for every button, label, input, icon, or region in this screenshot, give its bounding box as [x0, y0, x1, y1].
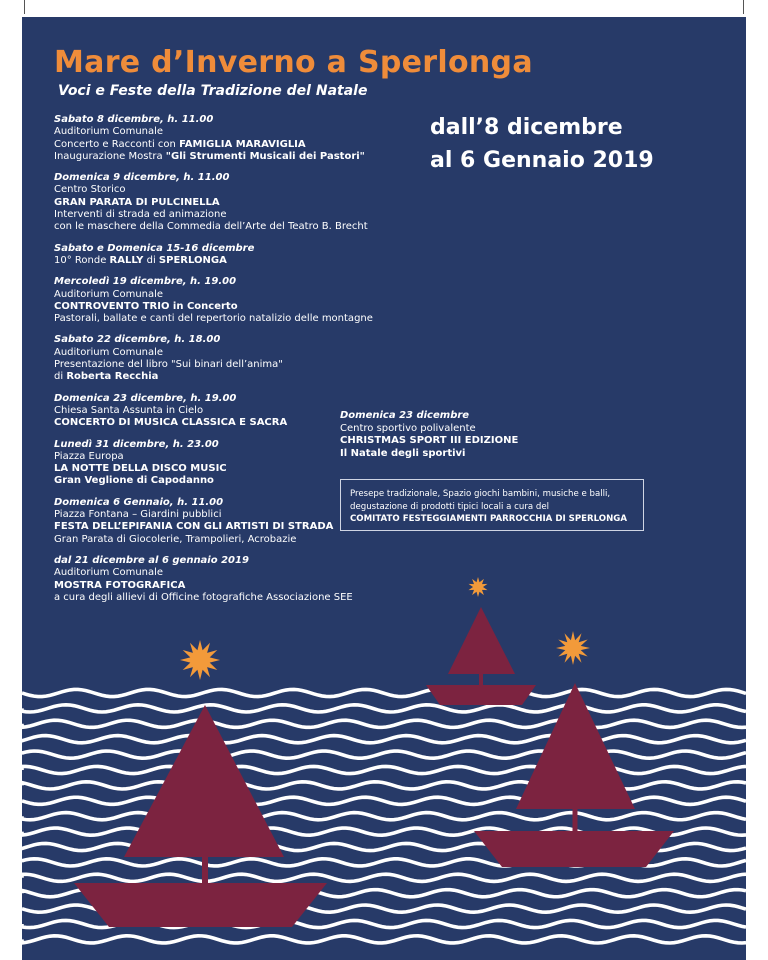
poster-subtitle: Voci e Feste della Tradizione del Natale	[58, 83, 368, 99]
event-text: FESTA DELL’EPIFANIA CON GLI ARTISTI DI STRADA	[54, 521, 334, 533]
event-text: Auditorium Comunale	[54, 288, 164, 300]
event-text: a cura degli allievi di Officine fotografiche Associazione SEE	[54, 591, 353, 603]
event-line	[54, 197, 454, 209]
wave-line	[22, 766, 746, 773]
side-event	[340, 410, 518, 460]
event-heading: Mercoledì 19 dicembre, h. 19.00	[54, 276, 237, 288]
event-line	[54, 289, 454, 301]
event-line	[54, 463, 454, 475]
event-text: Concerto e Racconti con	[54, 138, 180, 150]
boat-hull	[474, 831, 674, 867]
event-text: GRAN PARATA DI PULCINELLA	[54, 196, 220, 208]
event-text: Piazza Europa	[54, 450, 124, 462]
boat-mast	[479, 674, 483, 685]
event-heading: Domenica 6 Gennaio, h. 11.00	[54, 496, 224, 508]
info-box	[340, 479, 644, 531]
event-heading: Domenica 9 dicembre, h. 11.00	[54, 172, 230, 184]
date-end: al 6 Gennaio 2019	[430, 148, 654, 173]
event-line	[54, 139, 454, 151]
event-text: Auditorium Comunale	[54, 346, 164, 358]
event-item	[54, 114, 454, 163]
event-text: con le maschere della Commedia dell’Arte del Teatro B. Brecht	[54, 221, 368, 233]
event-list	[54, 114, 454, 613]
event-text: Gran Parata di Giocolerie, Trampolieri, Acrobazie	[54, 533, 297, 545]
event-text: Chiesa Santa Assunta in Cielo	[54, 404, 204, 416]
event-text: Auditorium Comunale	[54, 126, 164, 138]
event-text: Pastorali, ballate e canti del repertorio natalizio delle montagne	[54, 313, 373, 325]
side-event-heading: Domenica 23 dicembre	[340, 410, 470, 421]
date-start: dall’8 dicembre	[430, 115, 623, 140]
sail-shape	[516, 683, 635, 809]
wave-line	[22, 874, 746, 881]
event-line	[54, 567, 454, 579]
event-text: CONTROVENTO TRIO in Concerto	[54, 300, 238, 312]
side-event-name: CHRISTMAS SPORT III EDIZIONE	[340, 435, 519, 446]
info-box-line: degustazione di prodotti tipici locali a cura del	[350, 501, 549, 512]
event-heading: Domenica 23 dicembre, h. 19.00	[54, 392, 237, 404]
side-event-tagline: Il Natale degli sportivi	[340, 447, 466, 459]
wave-line	[22, 736, 746, 743]
star-icon	[469, 577, 488, 597]
event-text: RALLY	[109, 254, 144, 266]
event-heading: Lunedì 31 dicembre, h. 23.00	[54, 438, 219, 450]
wave-line	[22, 813, 746, 820]
wave-line	[22, 720, 746, 727]
event-line	[54, 301, 454, 313]
boat-mast	[573, 809, 578, 831]
info-box-line: Presepe tradizionale, Spazio giochi bambini, musiche e balli,	[350, 489, 611, 499]
event-item	[54, 276, 454, 325]
event-line	[54, 126, 454, 138]
event-text: Auditorium Comunale	[54, 567, 164, 579]
event-text: Presentazione del libro "Sui binari dell’anima"	[54, 359, 283, 371]
boat-hull	[426, 685, 536, 705]
event-heading: Sabato 8 dicembre, h. 11.00	[54, 114, 214, 125]
event-text: CONCERTO DI MUSICA CLASSICA E SACRA	[54, 417, 288, 429]
event-text: Gran Veglione di Capodanno	[54, 475, 214, 487]
wave-line	[22, 705, 746, 712]
event-text: Interventi di strada ed animazione	[54, 209, 227, 221]
event-item	[54, 555, 454, 604]
boat-mast	[202, 857, 208, 883]
boat-hull	[74, 883, 327, 927]
wave-line	[22, 782, 746, 789]
event-text: "Gli Strumenti Musicali dei Pastori"	[165, 150, 365, 162]
event-line	[54, 209, 454, 221]
event-line	[54, 151, 454, 163]
event-heading: Sabato e Domenica 15-16 dicembre	[54, 242, 255, 254]
event-text: Centro Storico	[54, 184, 126, 196]
event-text: Piazza Fontana – Giardini pubblici	[54, 509, 222, 521]
date-range	[430, 111, 654, 177]
event-line	[54, 255, 454, 267]
event-line	[54, 347, 454, 359]
event-text: FAMIGLIA MARAVIGLIA	[179, 138, 306, 150]
event-line	[54, 371, 454, 383]
sail-shape	[124, 705, 284, 857]
event-item	[54, 243, 454, 268]
side-event-venue: Centro sportivo polivalente	[340, 422, 476, 434]
event-text: di	[143, 254, 159, 266]
event-text: Roberta Recchia	[66, 371, 159, 383]
event-text: LA NOTTE DELLA DISCO MUSIC	[54, 463, 227, 475]
event-text: MOSTRA FOTOGRAFICA	[54, 579, 186, 591]
event-text: di	[54, 371, 67, 383]
event-heading: Sabato 22 dicembre, h. 18.00	[54, 334, 221, 346]
page-top-border	[24, 0, 744, 14]
event-heading: dal 21 dicembre al 6 gennaio 2019	[54, 554, 249, 566]
event-text: 10° Ronde	[54, 254, 110, 266]
event-item	[54, 334, 454, 383]
event-text: Inaugurazione Mostra	[54, 150, 166, 162]
star-icon	[556, 631, 590, 665]
event-line	[54, 359, 454, 371]
wave-line	[22, 797, 746, 804]
wave-line	[22, 689, 746, 696]
event-text: SPERLONGA	[158, 254, 227, 266]
event-line	[54, 221, 454, 233]
info-box-organizer: COMITATO FESTEGGIAMENTI PARROCCHIA DI SPERLONGA	[350, 514, 627, 524]
event-line	[54, 592, 454, 604]
event-line	[54, 580, 454, 592]
event-line	[54, 313, 454, 325]
event-line	[54, 534, 454, 546]
poster-title: Mare d’Inverno a Sperlonga	[54, 45, 533, 80]
sail-shape	[448, 607, 515, 674]
wave-line	[22, 936, 746, 943]
event-line	[54, 184, 454, 196]
event-item	[54, 172, 454, 233]
poster	[22, 17, 746, 960]
star-icon	[180, 640, 220, 680]
wave-line	[22, 751, 746, 758]
